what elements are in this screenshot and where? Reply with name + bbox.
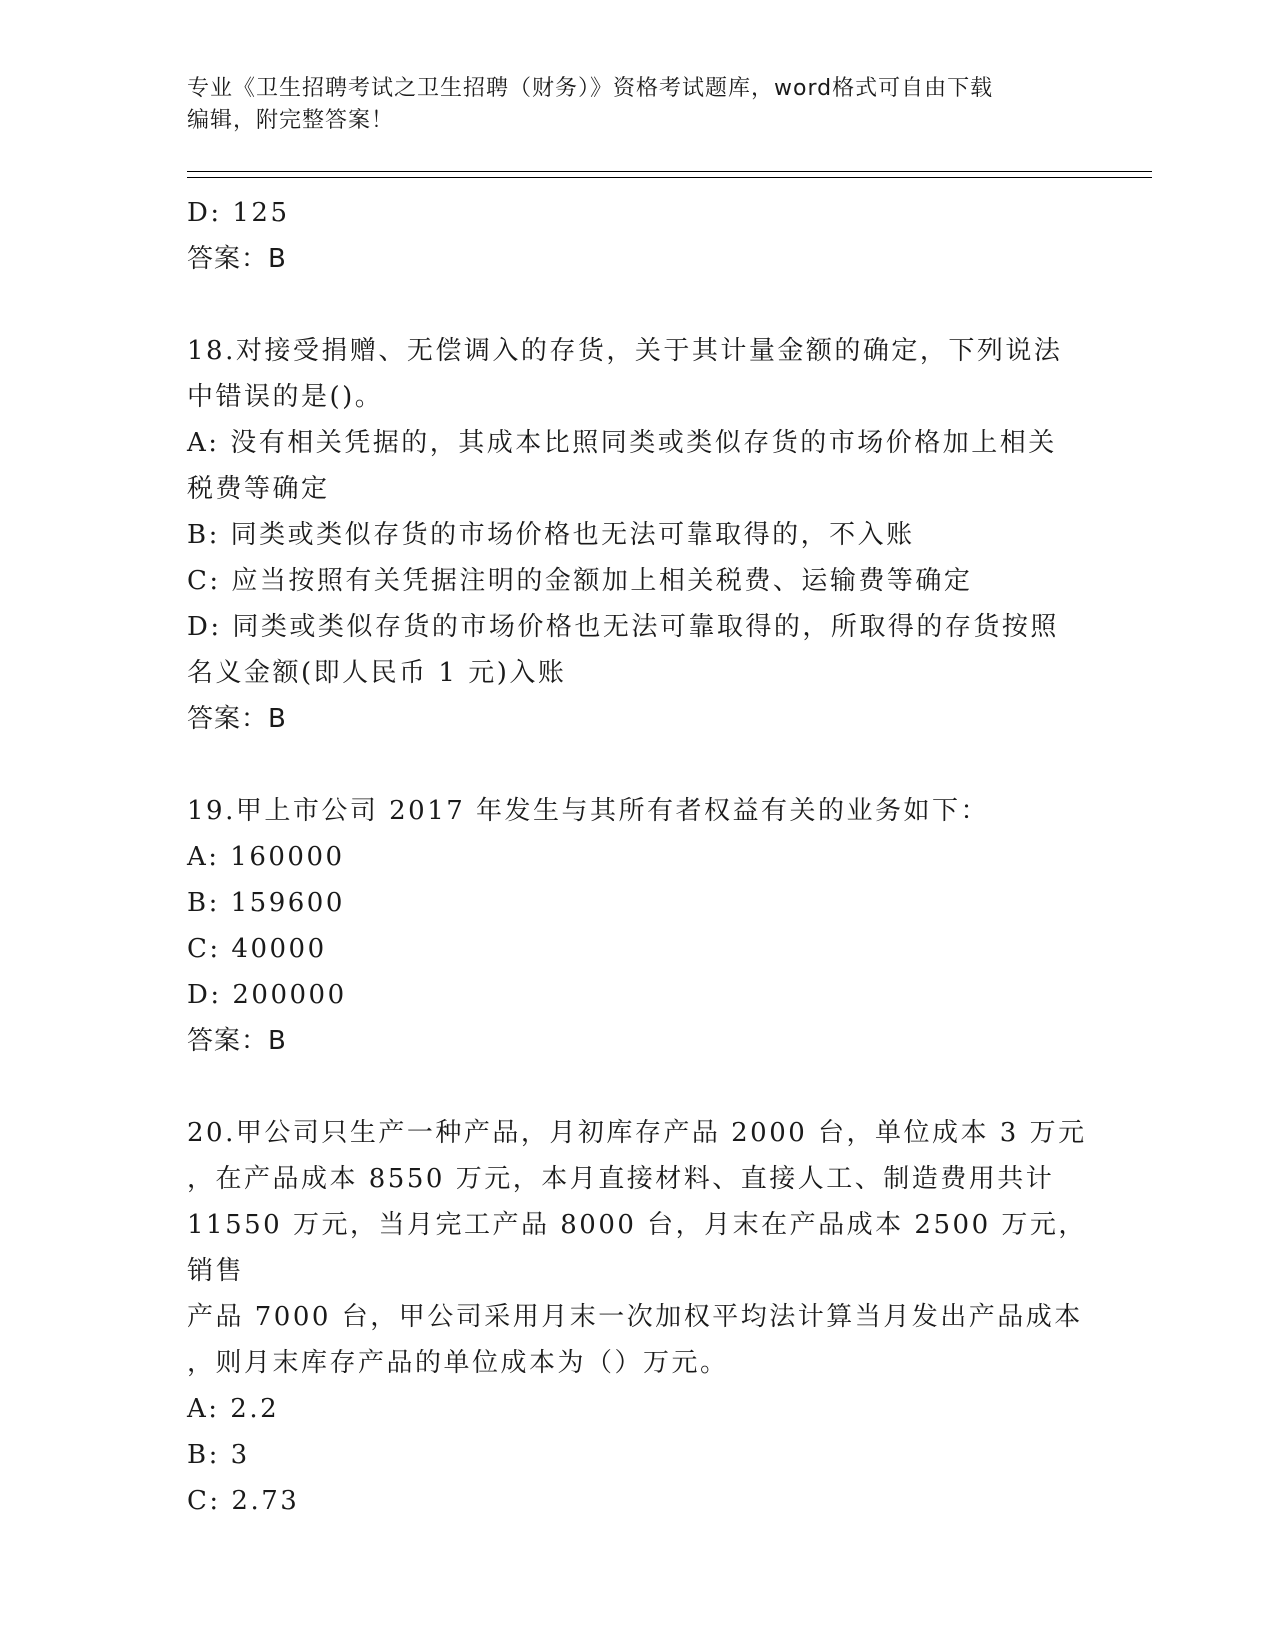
option-c: C: 2.73 (187, 1486, 300, 1516)
header-line-2: 编辑，附完整答案！ (187, 108, 395, 133)
question-stem-cont: 11550 万元，当月完工产品 8000 台，月末在产品成本 2500 万元，销售 (187, 1210, 1087, 1286)
option-d-cont: 名义金额(即人民币 1 元)入账 (187, 658, 567, 688)
question-stem-cont: 中错误的是()。 (187, 382, 384, 412)
question-stem: 19.甲上市公司 2017 年发生与其所有者权益有关的业务如下： (187, 796, 990, 826)
option-b: B: 3 (187, 1440, 250, 1470)
option-c: C: 40000 (187, 934, 327, 964)
option-d: D: 200000 (187, 980, 347, 1010)
question-19 (187, 788, 1087, 1064)
option-b: B: 同类或类似存货的市场价格也无法可靠取得的，不入账 (187, 520, 915, 550)
document-header (187, 73, 1087, 137)
option-d: D: 同类或类似存货的市场价格也无法可靠取得的，所取得的存货按照 (187, 612, 1059, 642)
header-line-1: 专业《卫生招聘考试之卫生招聘（财务）》资格考试题库，word格式可自由下载 (187, 76, 994, 101)
document-body (187, 190, 1087, 1524)
option-a-cont: 税费等确定 (187, 474, 330, 504)
question-stem-cont: 产品 7000 台，甲公司采用月末一次加权平均法计算当月发出产品成本 (187, 1302, 1083, 1332)
header-divider-top (187, 171, 1152, 172)
option-a: A: 2.2 (187, 1394, 280, 1424)
header-divider-bottom (187, 177, 1152, 178)
question-stem: 18.对接受捐赠、无偿调入的存货，关于其计量金额的确定，下列说法 (187, 336, 1063, 366)
answer-line: 答案：B (187, 1026, 287, 1056)
option-a: A: 没有相关凭据的，其成本比照同类或类似存货的市场价格加上相关 (187, 428, 1057, 458)
question-18 (187, 328, 1087, 742)
question-stem: 20.甲公司只生产一种产品，月初库存产品 2000 台，单位成本 3 万元 (187, 1118, 1087, 1148)
question-stem-cont: ，则月末库存产品的单位成本为（）万元。 (187, 1348, 729, 1378)
option-b: B: 159600 (187, 888, 345, 918)
question-20 (187, 1110, 1087, 1524)
option-c: C: 应当按照有关凭据注明的金额加上相关税费、运输费等确定 (187, 566, 973, 596)
prev-question-tail (187, 190, 1087, 282)
option-d: D: 125 (187, 198, 290, 228)
answer-line: 答案：B (187, 244, 287, 274)
question-stem-cont: ，在产品成本 8550 万元，本月直接材料、直接人工、制造费用共计 (187, 1164, 1055, 1194)
answer-line: 答案：B (187, 704, 287, 734)
option-a: A: 160000 (187, 842, 345, 872)
